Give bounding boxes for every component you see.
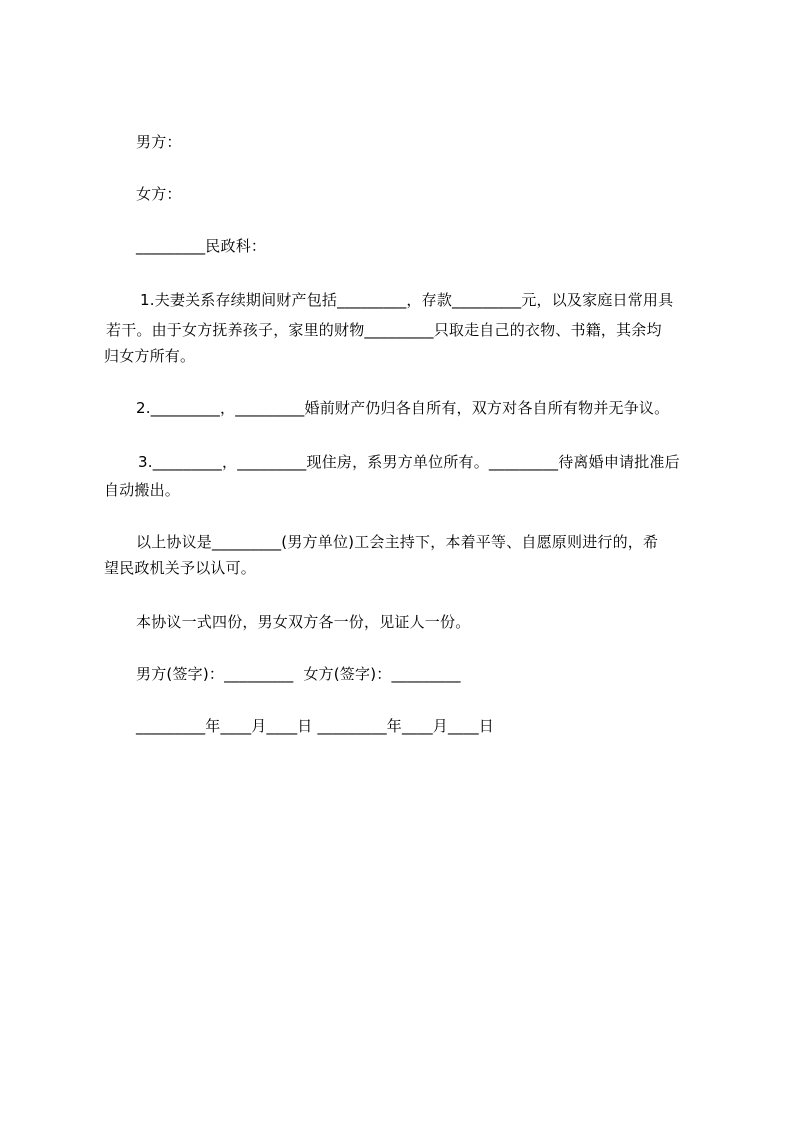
item-1-line-1: 1.夫妻关系存续期间财产包括_________，存款_________元，以及家庭日常用具 [140,291,674,309]
civil-affairs-addressee: _________民政科： [136,237,267,255]
item-2: 2._________，_________婚前财产仍归各自所有，双方对各自所有物并无争议。 [136,399,670,417]
copies-statement: 本协议一式四份，男女双方各一份，见证人一份。 [136,613,471,631]
item-1-line-3: 归女方所有。 [104,347,196,365]
female-party-label: 女方： [136,185,182,203]
item-1-line-2: 若干。由于女方抚养孩子，家里的财物_________只取走自己的衣物、书籍，其余均 [106,321,662,339]
signature-line: 男方(签字)：_________ 女方(签字)：_________ [136,665,461,683]
agreement-line-1: 以上协议是_________(男方单位)工会主持下，本着平等、自愿原则进行的，希 [136,533,659,551]
item-3-line-1: 3._________，_________现住房，系男方单位所有。_________待离婚申请批准后 [138,453,680,471]
agreement-line-2: 望民政机关予以认可。 [104,559,257,577]
date-line: _________年____月____日 _________年____月____日 [136,717,494,735]
male-party-label: 男方： [136,133,182,151]
item-3-line-2: 自动搬出。 [104,481,181,499]
